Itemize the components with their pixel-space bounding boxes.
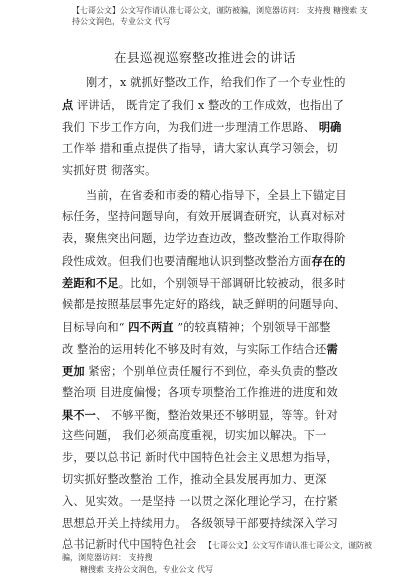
body-line xyxy=(62,297,362,313)
body-line xyxy=(62,275,362,292)
body-line xyxy=(62,385,362,401)
body-text: 段性成效。但我们也要清醒地认识到整改整治方面 xyxy=(62,255,312,269)
body-text: 思想总开关上持续用力。 各级领导干部要持续深入学习 xyxy=(62,517,338,530)
body-text: 当前，在省委和市委的精心指导下，全县上下锚定目 xyxy=(86,188,347,202)
footer-watermark-note-1: 【七哥公文】公文写作请认准七哥公文，谨防被 xyxy=(204,541,372,550)
body-text-bold: 果不一 xyxy=(62,407,97,422)
body-text: 目标导向和“ xyxy=(62,320,129,334)
body-text: 紧密；个别单位责任履行不到位，牵头负责的整改 xyxy=(84,364,338,378)
body-line xyxy=(86,188,386,204)
body-text: 工作举 措和重点提供了指导，请大家认真学习领会，切 xyxy=(62,141,338,155)
body-line xyxy=(62,231,362,247)
body-text: 评讲话， 既肯定了我们 x 整改的工作成效，也指出了 xyxy=(73,98,345,112)
body-last-line: 总书记新时代中国特色社会 xyxy=(62,538,197,551)
body-line xyxy=(62,428,362,444)
document-title: 在县巡视巡察整改推进会的讲话 xyxy=(113,50,296,65)
body-line xyxy=(62,407,362,424)
header-watermark-note: 【七哥公文】公文写作请认准七哥公文，谨防被骗，浏览器访问： 支持搜 糖搜索 支持公文润色，专业公文 代写 xyxy=(72,6,368,26)
body-text: 这些问题， 我们必须高度重视，切实加以解决。下一 xyxy=(62,429,327,443)
body-line xyxy=(62,363,362,380)
body-text-bold: 存在的 xyxy=(311,254,346,269)
body-line xyxy=(62,450,362,466)
body-text: 实抓好贯 彻落实。 xyxy=(62,163,157,177)
body-text: 步，要以总书记 新时代中国特色社会主义思想为指导， xyxy=(62,451,338,465)
body-line xyxy=(62,253,362,270)
body-text: ”的较真精神；个别领导干部整 xyxy=(173,320,331,334)
body-line xyxy=(62,319,362,336)
body-line xyxy=(62,472,362,488)
body-line xyxy=(62,494,362,510)
body-line xyxy=(86,75,386,91)
body-text: 标任务，坚持问题导向，有效开展调查研究，认真对标对 xyxy=(62,210,346,224)
body-text-bold: 更加 xyxy=(62,363,85,378)
body-line xyxy=(62,119,362,136)
body-line xyxy=(62,97,362,114)
body-text: 整治项 目进度偏慢；各项专项整治工作推进的进度和效 xyxy=(62,385,338,399)
body-text-bold: 需 xyxy=(326,341,338,356)
body-text: 入、见实效。一是坚持 一以贯之深化理论学习，在拧紧 xyxy=(62,495,338,509)
body-text: 。比如，个别领导干部调研比较被动，很多时 xyxy=(118,277,346,291)
body-line xyxy=(62,141,362,157)
body-line xyxy=(62,516,362,532)
body-text: 切实抓好整改整治 工作，推动全县发展再加力、更深 xyxy=(62,473,327,487)
body-text: 候都是按照基层事先定好的路线，缺乏鲜明的问题导向、 xyxy=(62,298,346,311)
footer-watermark-note-2: 骗，浏览器访问： 支持搜 xyxy=(62,553,153,562)
body-text-bold: 明确 xyxy=(318,119,342,134)
body-line xyxy=(62,163,362,179)
body-text-bold: 四不两直 xyxy=(128,319,174,334)
body-line xyxy=(62,209,362,225)
body-text: 表，聚焦突出问题，边学边查边改，整改整治工作取得阶 xyxy=(62,232,346,246)
body-text: 改 整治的运用转化不够及时有效，与实际工作结合还 xyxy=(62,342,327,356)
footer-watermark-note-3: 糖搜索 支持公文润色，专业公文 代写 xyxy=(80,565,214,574)
body-line xyxy=(62,341,362,358)
body-text: 刚才，x 就抓好整改工作，给我们作了一个专业性的 xyxy=(86,76,346,89)
body-text-bold: 差距和不足 xyxy=(62,276,119,291)
body-text: 、 不够平衡，整治效果还不够明显，等等。针对 xyxy=(96,408,338,422)
body-text: 我们 下步工作方向，为我们进一步理清工作思路、 xyxy=(62,120,319,134)
body-text-bold: 点 xyxy=(62,97,74,112)
